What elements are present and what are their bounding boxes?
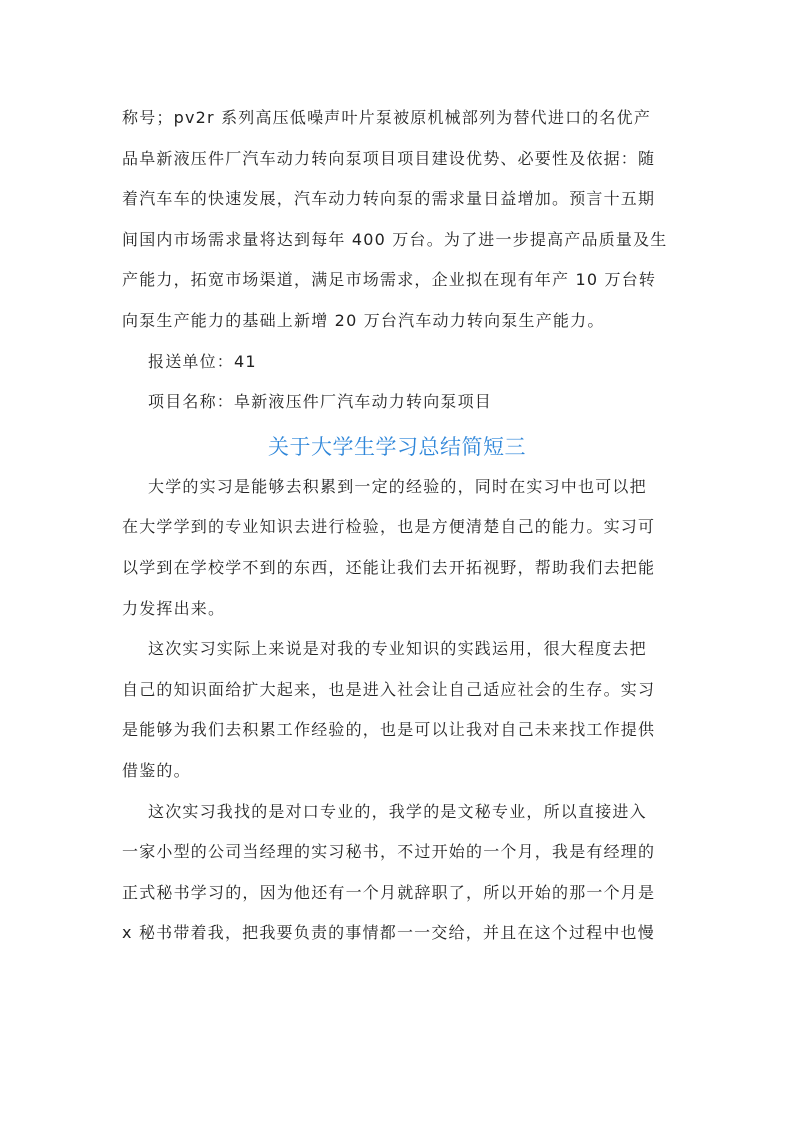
reporting-unit-line: 报送单位：41 [148, 351, 257, 371]
text-line: 以学到在学校学不到的东西，还能让我们去开拓视野，帮助我们去把能 [122, 557, 656, 577]
text-line: 在大学学到的专业知识去进行检验，也是方便清楚自己的能力。实习可 [122, 517, 656, 537]
text-line: 正式秘书学习的，因为他还有一个月就辞职了，所以开始的那一个月是 [122, 882, 656, 902]
text-line: 这次实习我找的是对口专业的，我学的是文秘专业，所以直接进入 [148, 801, 647, 821]
text-line: 力发挥出来。 [122, 598, 226, 618]
project-name-line: 项目名称：阜新液压件厂汽车动力转向泵项目 [148, 392, 493, 412]
text-line: 这次实习实际上来说是对我的专业知识的实践运用，很大程度去把 [148, 639, 647, 659]
text-line: 着汽车车的快速发展，汽车动力转向泵的需求量日益增加。预言十五期 [122, 189, 656, 209]
paragraph-internship-intro [122, 467, 672, 629]
paragraph-internship-details [122, 792, 672, 954]
text-line: 称号；pv2r 系列高压低噪声叶片泵被原机械部列为替代进口的名优产 [122, 108, 652, 127]
text-line: 是能够为我们去积累工作经验的，也是可以让我对自己未来找工作提供 [122, 720, 656, 740]
text-line: 自己的知识面给扩大起来，也是进入社会让自己适应社会的生存。实习 [122, 679, 656, 699]
paragraph-project-description [122, 98, 672, 342]
text-line: x 秘书带着我，把我要负责的事情都一一交给，并且在这个过程中也慢 [122, 923, 655, 943]
text-line: 大学的实习是能够去积累到一定的经验的，同时在实习中也可以把 [148, 476, 647, 496]
text-line: 间国内市场需求量将达到每年 400 万台。为了进一步提高产品质量及生 [122, 229, 668, 249]
text-line: 一家小型的公司当经理的实习秘书，不过开始的一个月，我是有经理的 [122, 842, 656, 862]
text-line: 品阜新液压件厂汽车动力转向泵项目项目建设优势、必要性及依据：随 [122, 148, 656, 168]
text-line: 向泵生产能力的基础上新增 20 万台汽车动力转向泵生产能力。 [122, 310, 605, 330]
text-line: 产能力，拓宽市场渠道，满足市场需求，企业拟在现有年产 10 万台转 [122, 270, 657, 290]
paragraph-internship-practice [122, 629, 672, 791]
text-line: 借鉴的。 [122, 760, 191, 780]
section-title: 关于大学生学习总结简短三 [268, 434, 526, 459]
